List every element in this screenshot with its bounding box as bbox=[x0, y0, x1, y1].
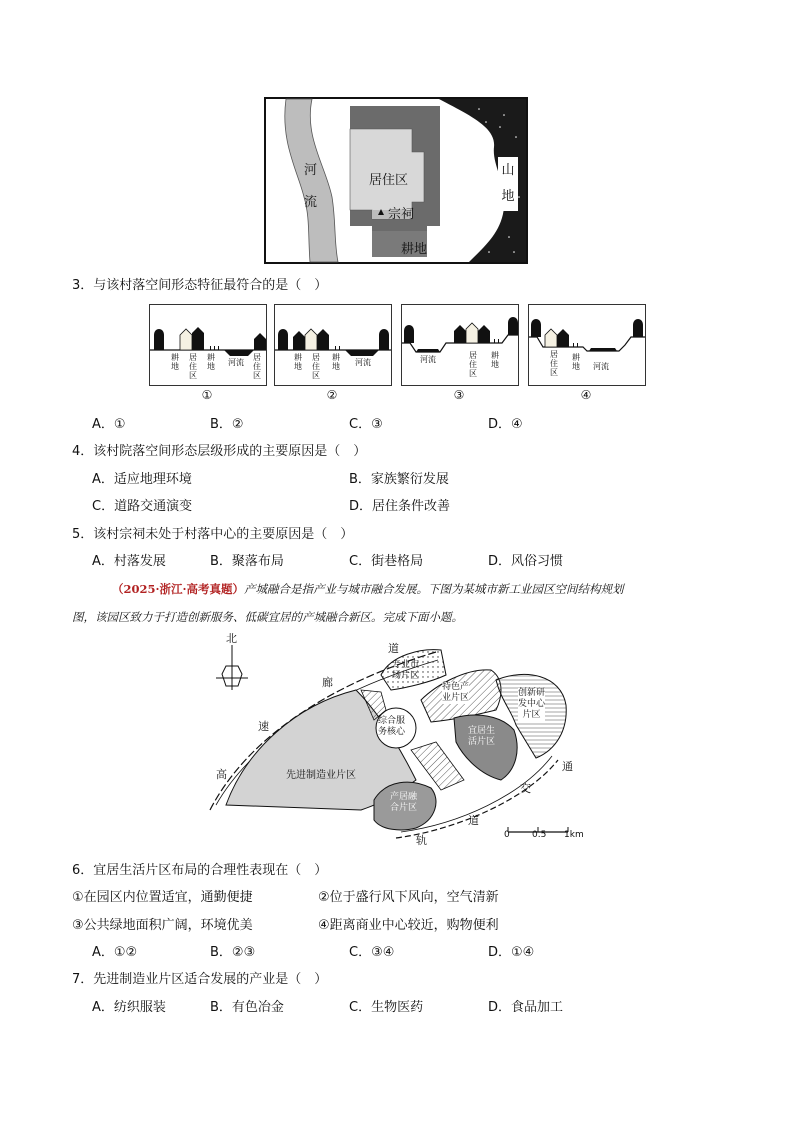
q3-option-c[interactable]: C．③ bbox=[349, 417, 383, 432]
q6-statement-1: ①在园区内位置适宜，通勤便捷 bbox=[72, 890, 253, 905]
feature-label-1: 特色产 bbox=[442, 682, 470, 692]
mountain-label bbox=[498, 157, 518, 211]
question-3: 3．与该村落空间形态特征最符合的是（ ） bbox=[72, 278, 328, 293]
feature-label-2: 业片区 bbox=[442, 693, 470, 703]
q6-option-c[interactable]: C．③④ bbox=[349, 945, 395, 960]
farmland-label: 耕地 bbox=[401, 242, 428, 257]
market-label-1: 专业市 bbox=[392, 660, 420, 670]
q3-option-b[interactable]: B．② bbox=[210, 417, 244, 432]
panel-3-num: ③ bbox=[453, 388, 465, 402]
q3-option-d[interactable]: D．④ bbox=[488, 417, 523, 432]
innovation-label-1: 创新研 bbox=[518, 688, 546, 698]
q4-option-d[interactable]: D．居住条件改善 bbox=[349, 499, 451, 514]
question-5: 5．该村宗祠未处于村落中心的主要原因是（ ） bbox=[72, 527, 354, 542]
panel-2-num: ② bbox=[326, 388, 338, 402]
road-left-1: 廊 bbox=[322, 676, 333, 689]
service-label-2: 务核心 bbox=[378, 727, 406, 737]
q4-option-b[interactable]: B．家族繁衍发展 bbox=[349, 472, 449, 487]
intro-line-2: 图，该园区致力于打造创新服务、低碳宜居的产城融合新区。完成下面小题。 bbox=[72, 610, 463, 624]
p1-label-1: 耕 地 bbox=[171, 353, 179, 371]
scale-1km: 1km bbox=[564, 830, 584, 840]
q7-option-b[interactable]: B．有色冶金 bbox=[210, 1000, 284, 1015]
q6-statement-4: ④距离商业中心较近，购物便利 bbox=[318, 918, 499, 933]
q5-option-d[interactable]: D．风俗习惯 bbox=[488, 554, 564, 569]
river-char-1: 河 bbox=[304, 163, 318, 178]
q7-option-a[interactable]: A．纺织服装 bbox=[92, 1000, 166, 1015]
innovation-label-3: 片区 bbox=[522, 710, 541, 720]
living-label bbox=[468, 726, 495, 748]
p2-label-1: 耕 地 bbox=[294, 353, 302, 371]
scale-05: 0.5 bbox=[532, 830, 547, 840]
fusion-label-1: 产居融 bbox=[390, 792, 418, 802]
q5-option-b[interactable]: B．聚落布局 bbox=[210, 554, 284, 569]
p3-label-2: 居 住 区 bbox=[469, 351, 477, 378]
p3-label-1: 河流 bbox=[420, 355, 436, 364]
q4-option-a[interactable]: A．适应地理环境 bbox=[92, 472, 192, 487]
q5-option-a[interactable]: A．村落发展 bbox=[92, 554, 166, 569]
north-label: 北 bbox=[226, 632, 237, 645]
feature-label bbox=[442, 682, 469, 704]
p4-label-1: 居 住 区 bbox=[550, 350, 558, 377]
service-label bbox=[378, 716, 405, 738]
fusion-label bbox=[390, 792, 417, 814]
road-top: 道 bbox=[388, 642, 399, 655]
intro-text-1: 产城融合是指产业与城市融合发展。下图为某城市新工业园区空间结构规划 bbox=[244, 582, 624, 596]
p4-label-3: 河流 bbox=[593, 362, 609, 371]
q4-option-c[interactable]: C．道路交通演变 bbox=[92, 499, 193, 514]
p2-label-2: 居 住 区 bbox=[312, 353, 320, 380]
q5-option-c[interactable]: C．街巷格局 bbox=[349, 554, 424, 569]
scale-0: 0 bbox=[504, 830, 510, 840]
p2-label-4: 河流 bbox=[355, 358, 371, 367]
q6-statement-2: ②位于盛行风下风向，空气清新 bbox=[318, 890, 499, 905]
road-left-3: 高 bbox=[216, 768, 227, 781]
p1-label-3: 耕 地 bbox=[207, 353, 215, 371]
q6-option-a[interactable]: A．①② bbox=[92, 945, 138, 960]
q6-statement-3: ③公共绿地面积广阔，环境优美 bbox=[72, 918, 253, 933]
profile-panel-2 bbox=[274, 304, 392, 386]
innovation-label-2: 发中心 bbox=[518, 699, 546, 709]
source-tag: （2025·浙江·高考真题） bbox=[112, 582, 245, 596]
q7-option-d[interactable]: D．食品加工 bbox=[488, 1000, 564, 1015]
road-right-4: 轨 bbox=[416, 834, 427, 847]
mountain-char-1: 山 bbox=[501, 163, 515, 178]
shrine-label: 宗祠 bbox=[388, 207, 415, 222]
service-label-1: 综合服 bbox=[378, 716, 406, 726]
profile-2-svg bbox=[275, 305, 391, 385]
river-char-2: 流 bbox=[304, 195, 318, 210]
road-right-1: 通 bbox=[562, 760, 573, 773]
p3-label-3: 耕 地 bbox=[491, 351, 499, 369]
q3-option-a[interactable]: A．① bbox=[92, 417, 126, 432]
mountain-char-2: 地 bbox=[501, 189, 515, 204]
living-label-2: 活片区 bbox=[468, 737, 496, 747]
innovation-label bbox=[518, 688, 545, 721]
q6-option-b[interactable]: B．②③ bbox=[210, 945, 256, 960]
p1-label-2: 居 住 区 bbox=[189, 353, 197, 380]
river-label bbox=[304, 155, 320, 219]
profile-panel-3 bbox=[401, 304, 519, 386]
profile-3-svg bbox=[402, 305, 518, 385]
residential-label: 居住区 bbox=[369, 173, 409, 188]
q6-option-d[interactable]: D．①④ bbox=[488, 945, 535, 960]
panel-4-num: ④ bbox=[580, 388, 592, 402]
road-right-3: 道 bbox=[468, 814, 479, 827]
profile-panel-1 bbox=[149, 304, 267, 386]
p1-label-4: 河流 bbox=[228, 358, 244, 367]
living-label-1: 宜居生 bbox=[468, 726, 496, 736]
question-4: 4．该村院落空间形态层级形成的主要原因是（ ） bbox=[72, 444, 367, 459]
market-label bbox=[392, 660, 419, 682]
question-6: 6．宜居生活片区布局的合理性表现在（ ） bbox=[72, 863, 328, 878]
village-map bbox=[264, 97, 528, 264]
market-label-2: 场片区 bbox=[392, 671, 420, 681]
profile-panel-4 bbox=[528, 304, 646, 386]
profile-4-svg bbox=[529, 305, 645, 385]
p4-label-2: 耕 地 bbox=[572, 353, 580, 371]
profile-1-svg bbox=[150, 305, 266, 385]
road-right-2: 交 bbox=[520, 782, 531, 795]
q7-option-c[interactable]: C．生物医药 bbox=[349, 1000, 424, 1015]
road-left-2: 速 bbox=[258, 720, 269, 733]
manufacturing-label: 先进制造业片区 bbox=[286, 770, 356, 781]
question-7: 7．先进制造业片区适合发展的产业是（ ） bbox=[72, 972, 328, 987]
park-map bbox=[206, 630, 598, 852]
intro-line-1 bbox=[112, 580, 624, 598]
p1-label-5: 居 住 区 bbox=[253, 353, 261, 380]
p2-label-3: 耕 地 bbox=[332, 353, 340, 371]
panel-1-num: ① bbox=[201, 388, 213, 402]
fusion-label-2: 合片区 bbox=[390, 803, 418, 813]
